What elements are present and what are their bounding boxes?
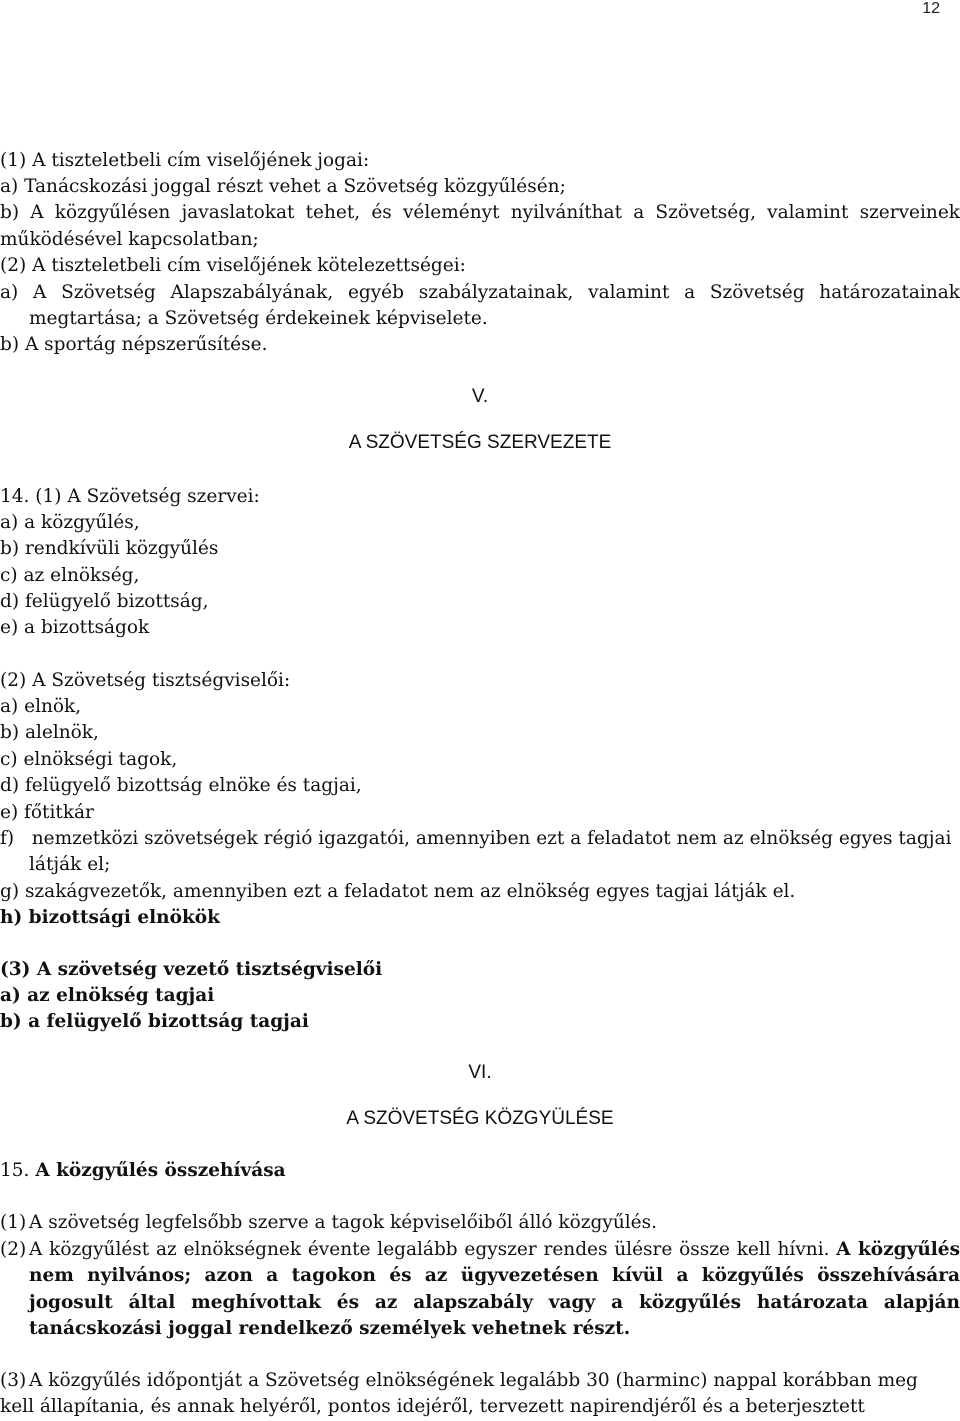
section-v-title: A SZÖVETSÉG SZERVEZETE (348, 432, 612, 453)
s14-officer-d: d) felügyelő bizottság elnöke és tagjai, (0, 775, 362, 796)
s14-organ-a: a) a közgyűlés, (0, 512, 140, 533)
honorary-obligation-a: a) A Szövetség Alapszabályának, egyéb szabályzatainak, valamint a Szövetség határozatainak (0, 282, 960, 303)
s15-heading (0, 1158, 286, 1184)
honorary-rights-heading: (1) A tiszteletbeli cím viselőjének jogai: (0, 150, 370, 171)
s15-title: A közgyűlés összehívása (35, 1160, 286, 1181)
s14-organ-b: b) rendkívüli közgyűlés (0, 538, 219, 559)
s15-p3-line-1: A közgyűlés időpontját a Szövetség elnökségének legalább 30 (harminc) nappal korábban meg (29, 1370, 918, 1391)
s14-officer-h: h) bizottsági elnökök (0, 907, 220, 928)
s15-paragraph-1 (0, 1210, 960, 1236)
s15-p2-normal: A közgyűlést az elnökségnek évente legalább egyszer rendes ülésre össze kell hívni. (29, 1239, 837, 1260)
s14-organ-d: d) felügyelő bizottság, (0, 591, 209, 612)
s15-paragraph-2 (0, 1237, 960, 1343)
honorary-obligation-a-cont: megtartása; a Szövetség érdekeinek képviselete. (29, 308, 488, 329)
s14-officer-a: a) elnök, (0, 696, 82, 717)
honorary-right-b-cont: működésével kapcsolatban; (0, 229, 259, 250)
s15-p2-bold: A közgyűlés nem nyilvános; azon a tagokon és az ügyvezetésen kívül a közgyűlés összehívására jogosult által meghívottak és az alapszabály vagy a közgyűlés határozata alapján tanácskozási joggal rendelkező személyek vehetnek részt. (29, 1239, 960, 1340)
honorary-obligation-b: b) A sportág népszerűsítése. (0, 334, 268, 355)
s14-organ-c: c) az elnökség, (0, 565, 140, 586)
s14-officer-b: b) alelnök, (0, 722, 99, 743)
s15-p2-label: (2) (0, 1239, 27, 1260)
honorary-obligations-heading: (2) A tiszteletbeli cím viselőjének kötelezettségei: (0, 255, 466, 276)
section-v-number: V. (471, 386, 489, 407)
s14-organ-e: e) a bizottságok (0, 617, 150, 638)
s14-organs-heading: 14. (1) A Szövetség szervei: (0, 486, 260, 507)
s15-p1-label: (1) (0, 1212, 27, 1233)
s14-leader-a: a) az elnökség tagjai (0, 985, 215, 1006)
s14-officer-e: e) főtitkár (0, 802, 94, 823)
s15-p2-text (29, 1237, 960, 1343)
s15-paragraph-3 (0, 1368, 960, 1394)
honorary-right-a: a) Tanácskozási joggal részt vehet a Szövetség közgyűlésén; (0, 176, 566, 197)
s15-p3-label: (3) (0, 1370, 27, 1391)
page-number: 12 (922, 0, 940, 17)
s14-leader-b: b) a felügyelő bizottság tagjai (0, 1011, 309, 1032)
s15-number: 15. (0, 1160, 36, 1181)
s14-officer-f: f) nemzetközi szövetségek régió igazgatói, amennyiben ezt a feladatot nem az elnökség egyes tagjai (0, 828, 952, 849)
s15-p1-text: A szövetség legfelsőbb szerve a tagok képviselőiből álló közgyűlés. (29, 1212, 657, 1233)
section-vi-title: A SZÖVETSÉG KÖZGYÜLÉSE (346, 1108, 614, 1129)
section-vi-number: VI. (468, 1062, 492, 1083)
s14-officer-c: c) elnökségi tagok, (0, 749, 178, 770)
honorary-right-b: b) A közgyűlésen javaslatokat tehet, és véleményt nyilváníthat a Szövetség, valamint szerveinek (0, 202, 960, 223)
s14-officer-g: g) szakágvezetők, amennyiben ezt a feladatot nem az elnökség egyes tagjai látják el. (0, 881, 796, 902)
s15-p3-line-2: kell állapítania, és annak helyéről, pontos idejéről, tervezett napirendjéről és a beterjesztett (0, 1396, 865, 1417)
s14-officers-heading: (2) A Szövetség tisztségviselői: (0, 670, 291, 691)
s14-leaders-heading: (3) A szövetség vezető tisztségviselői (0, 959, 383, 980)
s14-officer-f-cont: látják el; (29, 854, 111, 875)
